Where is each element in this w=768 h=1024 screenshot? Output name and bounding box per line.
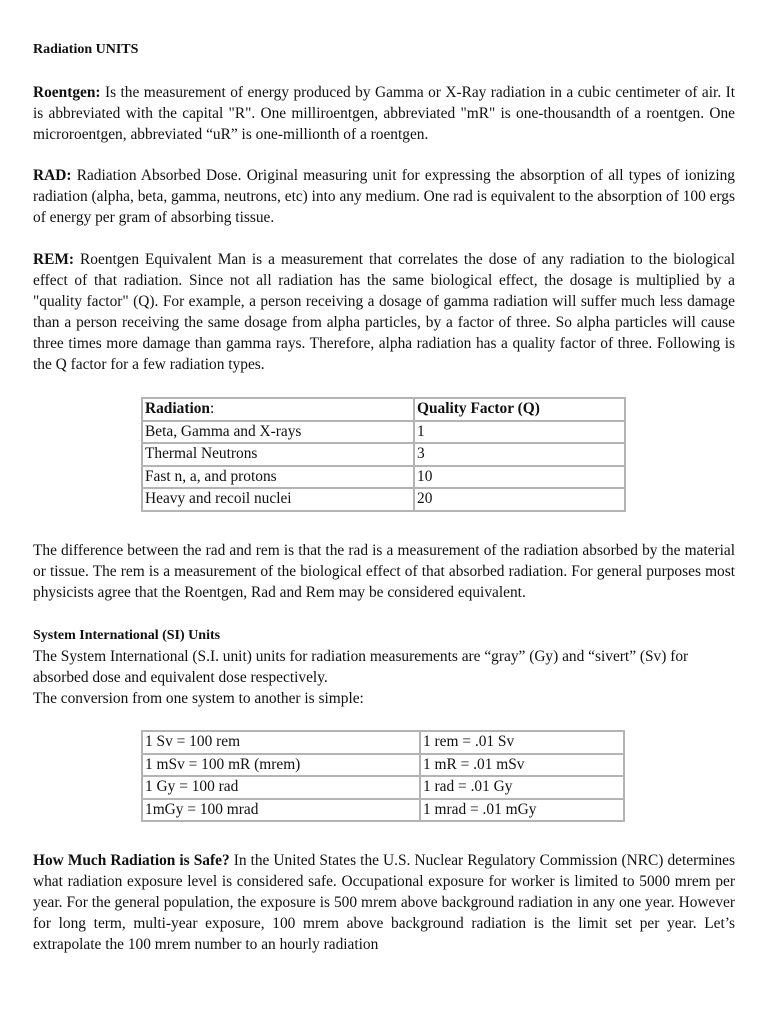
header-radiation: Radiation:	[142, 398, 414, 421]
table-row	[142, 799, 624, 822]
conversion-left-cell: 1mGy = 100 mrad	[142, 799, 420, 822]
safe-term: How Much Radiation is Safe?	[33, 852, 230, 869]
conversion-left-cell: 1 mSv = 100 mR (mrem)	[142, 754, 420, 777]
safe-text: In the United States the U.S. Nuclear Regulatory Commission (NRC) determines what radiation exposure level is considered safe. Occupational exposure for worker is limited to 5000 mrem per year. For the general population, the exposure is 500 mrem above background radiation in any one year. However for long term, multi-year exposure, 100 mrem above background radiation is the limit set per year. Let’s extrapolate the 100 mrem number to an hourly radiation	[33, 852, 735, 953]
roentgen-term: Roentgen:	[33, 84, 101, 101]
q-cell: 3	[414, 443, 625, 466]
table-row	[142, 488, 625, 511]
q-cell: 10	[414, 466, 625, 489]
rad-term: RAD:	[33, 167, 72, 184]
conversion-left-cell: 1 Gy = 100 rad	[142, 776, 420, 799]
si-conversion-intro: The conversion from one system to another is simple:	[33, 690, 364, 707]
conversion-table	[141, 730, 625, 822]
table-row	[142, 731, 624, 754]
q-cell: 1	[414, 421, 625, 444]
radiation-cell: Thermal Neutrons	[142, 443, 414, 466]
roentgen-paragraph	[33, 82, 735, 145]
rad-paragraph	[33, 165, 735, 228]
safe-paragraph	[33, 850, 735, 955]
header-quality-factor: Quality Factor (Q)	[414, 398, 625, 421]
difference-paragraph: The difference between the rad and rem is that the rad is a measurement of the radiation absorbed by the material or tissue. The rem is a measurement of the biological effect of that absorbed radiation. For general purposes most physicists agree that the Roentgen, Rad and Rem may be considered equivalent.	[33, 542, 735, 601]
conversion-left-cell: 1 Sv = 100 rem	[142, 731, 420, 754]
table-row	[142, 443, 625, 466]
table-row	[142, 776, 624, 799]
si-section	[33, 625, 735, 709]
table-header-row	[142, 398, 625, 421]
table-row	[142, 754, 624, 777]
page-title: Radiation UNITS	[33, 42, 139, 57]
quality-factor-table	[141, 397, 626, 512]
conversion-right-cell: 1 mR = .01 mSv	[420, 754, 624, 777]
si-paragraph: The System International (S.I. unit) units for radiation measurements are “gray” (Gy) and “sivert” (Sv) for absorbed dose and equivalent dose respectively.	[33, 648, 689, 686]
rem-text: Roentgen Equivalent Man is a measurement that correlates the dose of any radiation to the biological effect of that radiation. Since not all radiation has the same biological effect, the dosage is multiplied by a "quality factor" (Q). For example, a person receiving a dosage of gamma radiation will suffer much less damage than a person receiving the same dosage from alpha particles, by a factor of three. So alpha particles will cause three times more damage than gamma rays. Therefore, alpha radiation has a quality factor of three. Following is the Q factor for a few radiation types.	[33, 251, 735, 373]
rad-text: Radiation Absorbed Dose. Original measuring unit for expressing the absorption of all types of ionizing radiation (alpha, beta, gamma, neutrons, etc) into any medium. One rad is equivalent to the absorption of 100 ergs of energy per gram of absorbing tissue.	[33, 167, 735, 226]
si-heading: System International (SI) Units	[33, 628, 221, 643]
rem-term: REM:	[33, 251, 75, 268]
radiation-cell: Beta, Gamma and X-rays	[142, 421, 414, 444]
table-row	[142, 421, 625, 444]
radiation-cell: Fast n, a, and protons	[142, 466, 414, 489]
conversion-right-cell: 1 rad = .01 Gy	[420, 776, 624, 799]
conversion-right-cell: 1 mrad = .01 mGy	[420, 799, 624, 822]
roentgen-text: Is the measurement of energy produced by Gamma or X-Ray radiation in a cubic centimeter of air. It is abbreviated with the capital "R". One milliroentgen, abbreviated "mR" is one-thousandth of a roentgen. One microroentgen, abbreviated “uR” is one-millionth of a roentgen.	[33, 84, 735, 143]
conversion-right-cell: 1 rem = .01 Sv	[420, 731, 624, 754]
radiation-cell: Heavy and recoil nuclei	[142, 488, 414, 511]
rem-paragraph	[33, 249, 735, 375]
q-cell: 20	[414, 488, 625, 511]
table-row	[142, 466, 625, 489]
